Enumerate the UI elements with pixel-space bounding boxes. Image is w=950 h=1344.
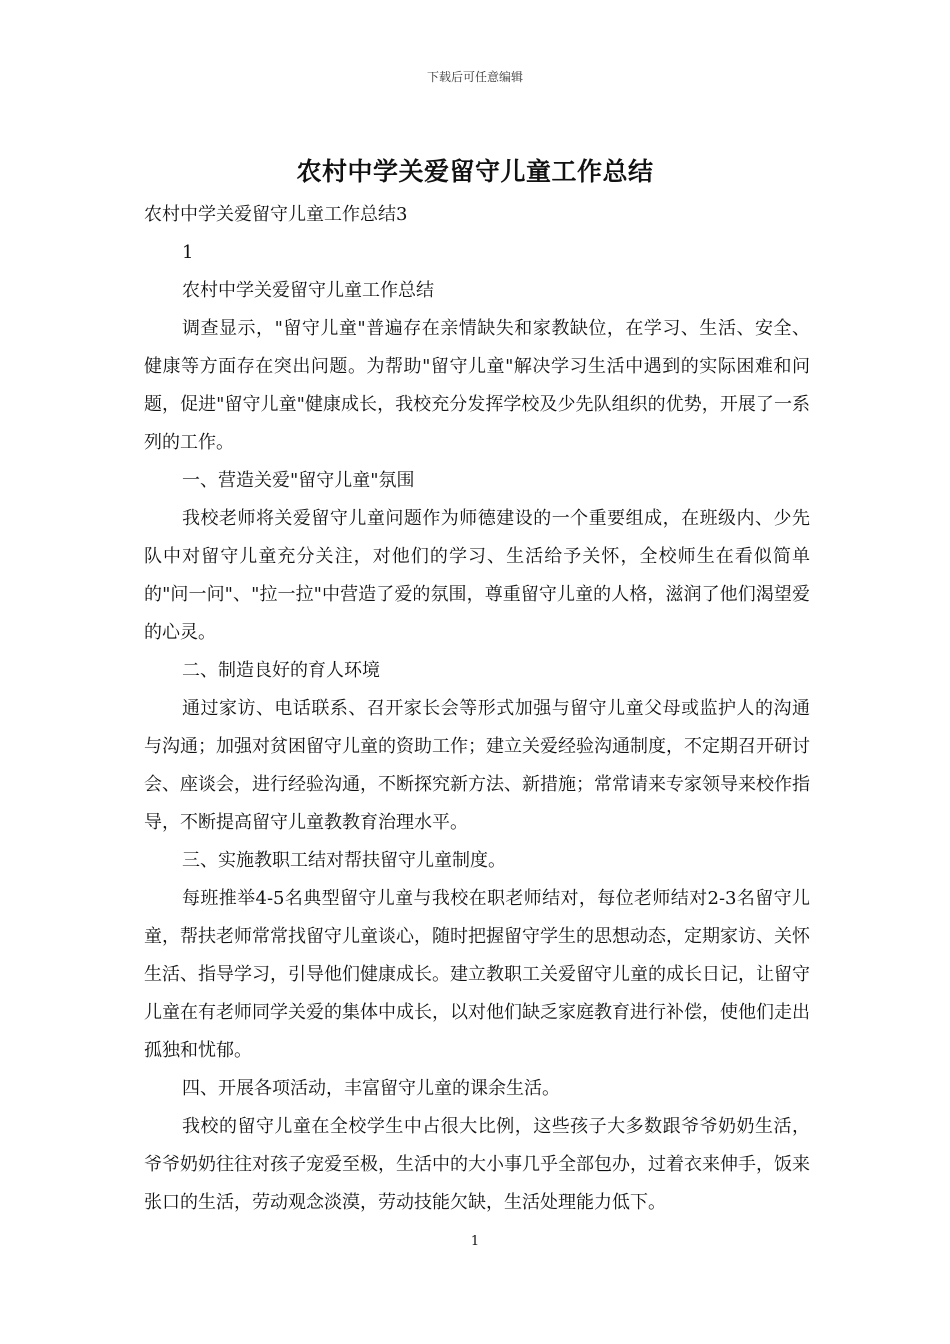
section-heading-3: 三、实施教职工结对帮扶留守儿童制度。 <box>182 850 506 871</box>
section-number: 1 <box>182 242 194 263</box>
document-body <box>144 196 810 1222</box>
document-subtitle: 农村中学关爱留守儿童工作总结3 <box>144 204 408 225</box>
paragraph-intro: 调查显示，"留守儿童"普遍存在亲情缺失和家教缺位，在学习、生活、安全、健康等方面存在突出问题。为帮助"留守儿童"解决学习生活中遇到的实际困难和问题，促进"留守儿童"健康成长，我校充分发挥学校及少先队组织的优势，开展了一系列的工作。 <box>144 318 810 453</box>
paragraph-section-1: 我校老师将关爱留守儿童问题作为师德建设的一个重要组成，在班级内、少先队中对留守儿童充分关注，对他们的学习、生活给予关怀，全校师生在看似简单的"问一问"、"拉一拉"中营造了爱的氛围，尊重留守儿童的人格，滋润了他们渴望爱的心灵。 <box>144 508 810 643</box>
page-header-note: 下载后可任意编辑 <box>426 70 523 84</box>
inner-title: 农村中学关爱留守儿童工作总结 <box>182 280 434 301</box>
document-title: 农村中学关爱留守儿童工作总结 <box>296 157 654 186</box>
section-heading-2: 二、制造良好的育人环境 <box>182 660 380 681</box>
paragraph-section-2: 通过家访、电话联系、召开家长会等形式加强与留守儿童父母或监护人的沟通与沟通；加强对贫困留守儿童的资助工作；建立关爱经验沟通制度，不定期召开研讨会、座谈会，进行经验沟通，不断探究新方法、新措施；常常请来专家领导来校作指导，不断提高留守儿童教教育治理水平。 <box>144 698 810 833</box>
page-number: 1 <box>470 1234 480 1249</box>
paragraph-section-4: 我校的留守儿童在全校学生中占很大比例，这些孩子大多数跟爷爷奶奶生活，爷爷奶奶往往对孩子宠爱至极，生活中的大小事几乎全部包办，过着衣来伸手，饭来张口的生活，劳动观念淡漠，劳动技能欠缺，生活处理能力低下。 <box>144 1116 810 1213</box>
section-heading-1: 一、营造关爱"留守儿童"氛围 <box>182 470 415 491</box>
paragraph-section-3: 每班推举4-5名典型留守儿童与我校在职老师结对，每位老师结对2-3名留守儿童，帮扶老师常常找留守儿童谈心，随时把握留守学生的思想动态，定期家访、关怀生活、指导学习，引导他们健康成长。建立教职工关爱留守儿童的成长日记，让留守儿童在有老师同学关爱的集体中成长，以对他们缺乏家庭教育进行补偿，使他们走出孤独和忧郁。 <box>144 888 810 1061</box>
section-heading-4: 四、开展各项活动，丰富留守儿童的课余生活。 <box>182 1078 560 1099</box>
